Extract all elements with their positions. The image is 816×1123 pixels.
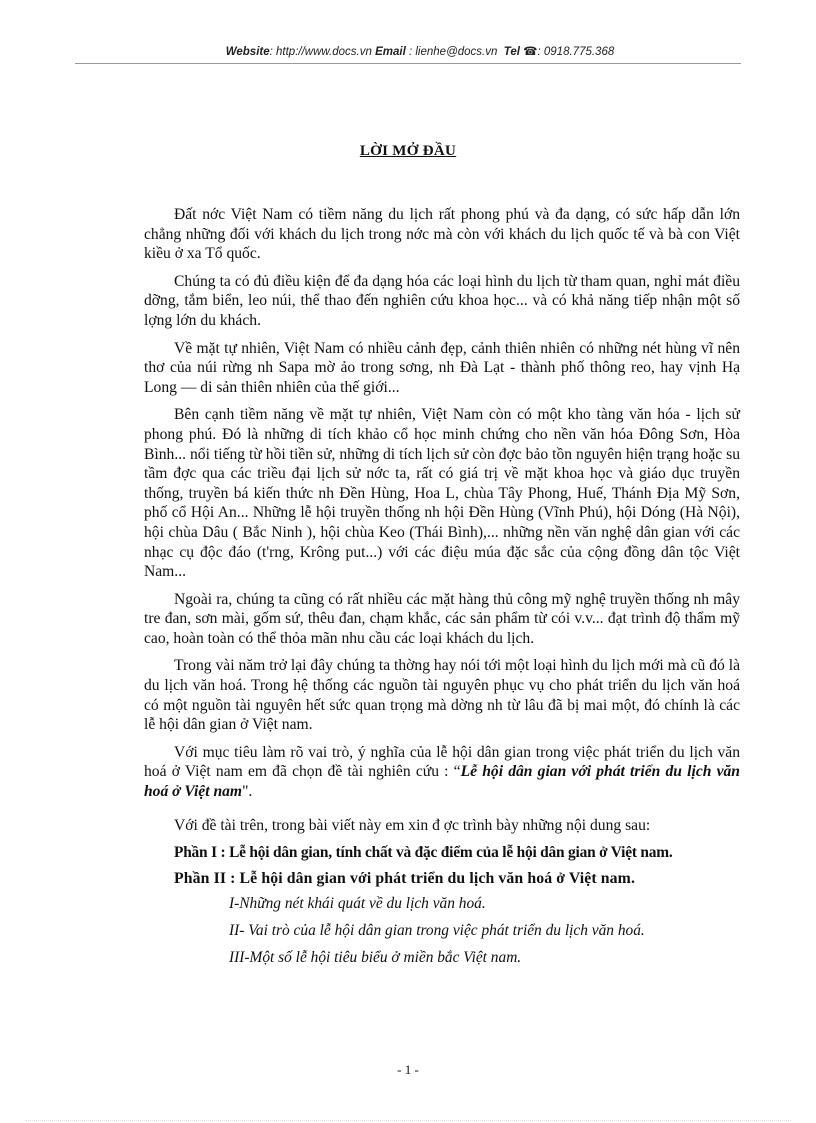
- paragraph: Trong vài năm trở lại đây chúng ta thờng hay nói tới một loại hình du lịch mới mà cũ đó là du lịch văn hoá. Trong hệ thống các nguồn tài nguyên phục vụ cho phát triển du lịch văn hoá có một nguồn tài nguyên hết sức quan trọng mà dờng nh từ lâu đã bị mai một, đó chính là các lễ hội dân gian ở Việt nam.: [144, 657, 740, 734]
- tel-label: Tel: [503, 46, 520, 58]
- paragraph: Đất nớc Việt Nam có tiềm năng du lịch rất phong phú và đa dạng, có sức hấp dẫn lớn chẳng những đối với khách du lịch trong nớc mà còn với khách du lịch quốc tế và bà con Việt kiều ở xa Tổ quốc.: [144, 206, 740, 263]
- paragraph: Ngoài ra, chúng ta cũng có rất nhiều các mặt hàng thủ công mỹ nghệ truyền thống nh mây tre đan, sơn mài, gốm sứ, thêu đan, chạm khắc, các sản phẩm từ cói v.v... đạt trình độ thẩm mỹ cao, hoàn toàn có thể thỏa mãn nhu cầu các loại khách du lịch.: [144, 590, 740, 647]
- part-two: Phần II : Lễ hội dân gian với phát triển du lịch văn hoá ở Việt nam.: [174, 869, 635, 887]
- footer-divider: [25, 1120, 791, 1121]
- page-header: [100, 44, 740, 58]
- subitem: I-Những nét khái quát về du lịch văn hoá.: [229, 895, 486, 913]
- page-title: LỜI MỞ ĐẦU: [359, 143, 457, 159]
- topic-title: Lễ hội dân gian với phát triển du lịch văn hoá ở Việt nam: [144, 763, 740, 801]
- goal-closing: ".: [242, 783, 253, 801]
- intro-line: Với đề tài trên, trong bài viết này em xin đ ợc trình bày những nội dung sau:: [174, 816, 651, 834]
- goal-paragraph: [144, 743, 740, 802]
- email-value: : lienhe@docs.vn: [408, 46, 498, 58]
- paragraph: Bên cạnh tiềm năng về mặt tự nhiên, Việt Nam còn có một kho tàng văn hóa - lịch sử phong phú. Đó là những di tích khảo cổ học minh chứng cho nền văn hóa Đông Sơn, Hòa Bình... nổi tiếng từ hồi tiền sử, những di tích lịch sử còn đợc bảo tồn nguyên hiện trạng hoặc su tầm đợc qua các triều đại lịch sử nớc ta, rất có giá trị về mặt khoa học và giáo dục truyền thống, truyền bá kiến thức nh Đền Hùng, Hoa L, chùa Tây Phong, Huế, Thánh Địa Mỹ Sơn, phố cổ Hội An... Những lễ hội truyền thống nh hội Đền Hùng (Vĩnh Phú), hội Dóng (Hà Nội), hội chùa Dâu ( Bắc Ninh ), hội chùa Keo (Thái Bình),... những nền văn nghệ dân gian với các nhạc cụ độc đáo (t'rng, Krông put...) với các điệu múa đặc sắc của cộng đồng dân tộc Việt Nam...: [144, 406, 740, 581]
- document-body: [144, 205, 740, 974]
- subitem: III-Một số lễ hội tiêu biểu ở miền bắc Việt nam.: [229, 948, 522, 966]
- page-number: - 1 -: [397, 1062, 419, 1077]
- subitem: II- Vai trò của lễ hội dân gian trong việc phát triển du lịch văn hoá.: [229, 922, 645, 939]
- goal-text: Với mục tiêu làm rõ vai trò, ý nghĩa của lễ hội dân gian trong việc phát triển du lịch văn hoá ở Việt nam em đã chọn đề tài nghiên cứu : “: [144, 743, 740, 781]
- email-label: Email: [375, 46, 406, 58]
- tel-value: : 0918.775.368: [537, 46, 615, 58]
- phone-icon: ☎: [523, 46, 538, 58]
- website-label: Website: [225, 46, 270, 58]
- paragraph: Chúng ta có đủ điều kiện để đa dạng hóa các loại hình du lịch từ tham quan, nghỉ mát điều dỡng, tắm biển, leo núi, thể thao đến nghiên cứu khoa học... và có khả năng tiếp nhận một số lợng lớn du khách.: [144, 272, 740, 329]
- part-one: Phần I : Lễ hội dân gian, tính chất và đặc điểm của lễ hội dân gian ở Việt nam.: [174, 844, 673, 862]
- header-divider: [75, 63, 741, 64]
- website-value: : http://www.docs.vn: [269, 46, 372, 58]
- paragraph: Về mặt tự nhiên, Việt Nam có nhiều cảnh đẹp, cảnh thiên nhiên có những nét hùng vĩ nên thơ của núi rừng nh Sapa mờ ảo trong sơng, nh Đà Lạt - thành phố thông reo, hay vịnh Hạ Long — di sản thiên nhiên của thế giới...: [144, 339, 740, 396]
